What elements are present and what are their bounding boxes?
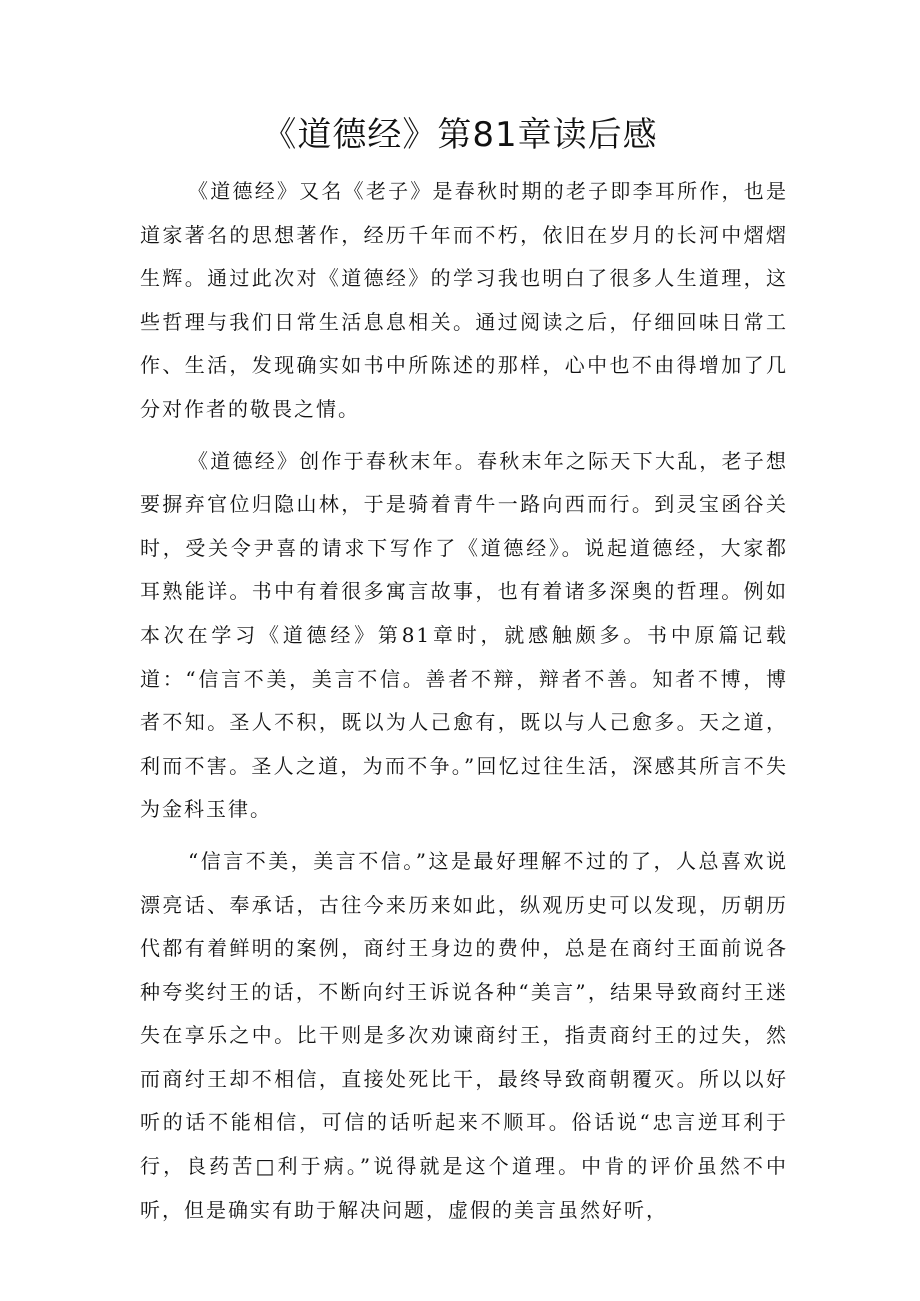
document-body [140, 170, 788, 1240]
paragraph-analysis: “信言不美，美言不信。”这是最好理解不过的了，人总喜欢说漂亮话、奉承话，古往今来历来如此，纵观历史可以发现，历朝历代都有着鲜明的案例，商纣王身边的费仲，总是在商纣王面前说各种夸奖纣王的话，不断向纣王诉说各种“美言”，结果导致商纣王迷失在享乐之中。比干则是多次劝谏商纣王，指责商纣王的过失，然而商纣王却不相信，直接处死比干，最终导致商朝覆灭。所以以好听的话不能相信，可信的话听起来不顺耳。俗话说“忠言逆耳利于行，良药苦□利于病。”说得就是这个道理。中肯的评价虽然不中听，但是确实有助于解决问题，虚假的美言虽然好听， [140, 848, 788, 1222]
paragraph-origin: 《道德经》创作于春秋末年。春秋末年之际天下大乱，老子想要摒弃官位归隐山林，于是骑着青牛一路向西而行。到灵宝函谷关时，受关令尹喜的请求下写作了《道德经》。说起道德经，大家都耳熟能详。书中有着很多寓言故事，也有着诸多深奥的哲理。例如本次在学习《道德经》第81章时，就感触颇多。书中原篇记载道：“信言不美，美言不信。善者不辩，辩者不善。知者不博，博者不知。圣人不积，既以为人己愈有，既以与人己愈多。天之道，利而不害。圣人之道，为而不争。”回忆过往生活，深感其所言不失为金科玉律。 [140, 448, 788, 822]
document-title: 《道德经》第81章读后感 [262, 115, 658, 155]
paragraph-intro: 《道德经》又名《老子》是春秋时期的老子即李耳所作，也是道家著名的思想著作，经历千年而不朽，依旧在岁月的长河中熠熠生辉。通过此次对《道德经》的学习我也明白了很多人生道理，这些哲理与我们日常生活息息相关。通过阅读之后，仔细回味日常工作、生活，发现确实如书中所陈述的那样，心中也不由得增加了几分对作者的敬畏之情。 [140, 179, 788, 421]
